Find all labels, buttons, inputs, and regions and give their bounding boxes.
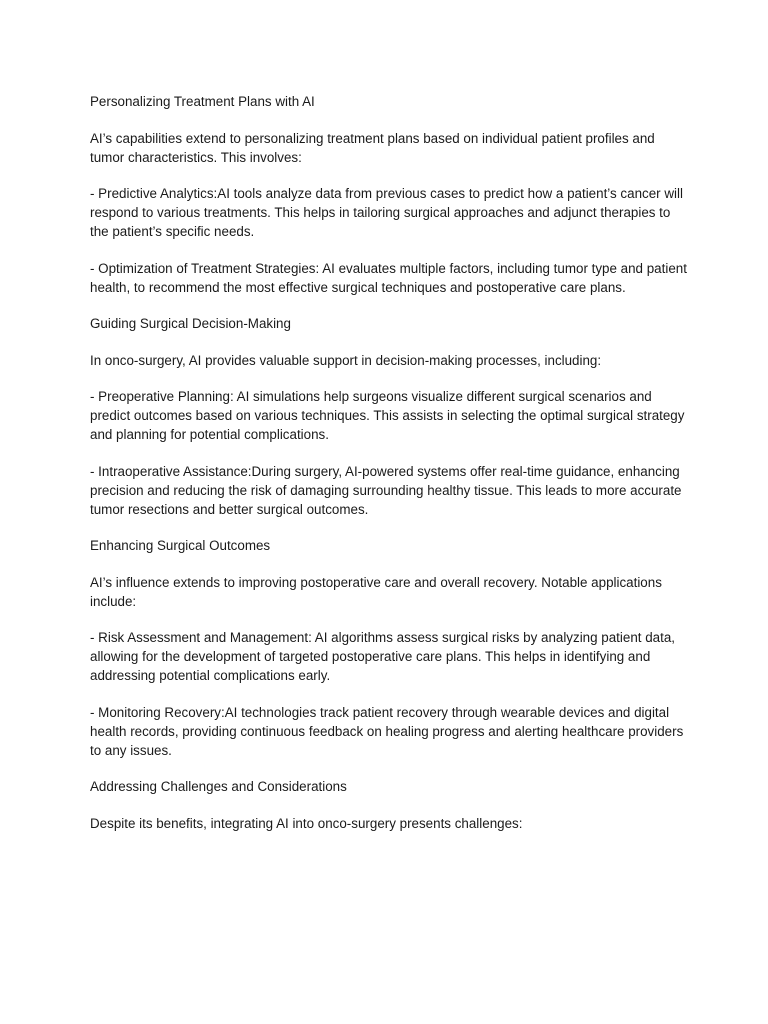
bullet-risk-assessment: - Risk Assessment and Management: AI algorithms assess surgical risks by analyzing patient data, allowing for the development of targeted postoperative care plans. This helps in identifying and addressing potential complications early. — [90, 630, 675, 683]
paragraph-enhancing-intro: AI’s influence extends to improving postoperative care and overall recovery. Notable applications include: — [90, 574, 662, 609]
section-heading-guiding: Guiding Surgical Decision-Making — [90, 316, 291, 331]
paragraph-personalizing-intro: AI’s capabilities extend to personalizing treatment plans based on individual patient profiles and tumor characteristics. This involves: — [90, 130, 655, 165]
paragraph-challenges-intro: Despite its benefits, integrating AI into onco-surgery presents challenges: — [90, 815, 523, 831]
section-heading-challenges: Addressing Challenges and Considerations — [90, 779, 347, 794]
bullet-intraoperative-assistance: - Intraoperative Assistance:During surgery, AI-powered systems offer real-time guidance, enhancing precision and reducing the risk of damaging surrounding healthy tissue. This leads to more accurate tumor resections and better surgical outcomes. — [90, 463, 682, 517]
paragraph-guiding-intro: In onco-surgery, AI provides valuable support in decision-making processes, including: — [90, 352, 602, 368]
bullet-monitoring-recovery: - Monitoring Recovery:AI technologies track patient recovery through wearable devices and digital health records, providing continuous feedback on healing progress and alerting healthcare providers to any issues. — [90, 704, 684, 758]
bullet-preoperative-planning: - Preoperative Planning: AI simulations help surgeons visualize different surgical scenarios and predict outcomes based on various techniques. This assists in selecting the optimal surgical strategy and planning for potential complications. — [90, 389, 685, 442]
bullet-predictive-analytics: - Predictive Analytics:AI tools analyze data from previous cases to predict how a patient’s cancer will respond to various treatments. This helps in tailoring surgical approaches and adjunct therapies to the patient’s specific needs. — [90, 186, 683, 239]
bullet-optimization-strategies: - Optimization of Treatment Strategies: AI evaluates multiple factors, including tumor type and patient health, to recommend the most effective surgical techniques and postoperative care plans. — [90, 260, 687, 295]
section-heading-personalizing: Personalizing Treatment Plans with AI — [90, 94, 315, 109]
section-heading-enhancing: Enhancing Surgical Outcomes — [90, 538, 271, 553]
